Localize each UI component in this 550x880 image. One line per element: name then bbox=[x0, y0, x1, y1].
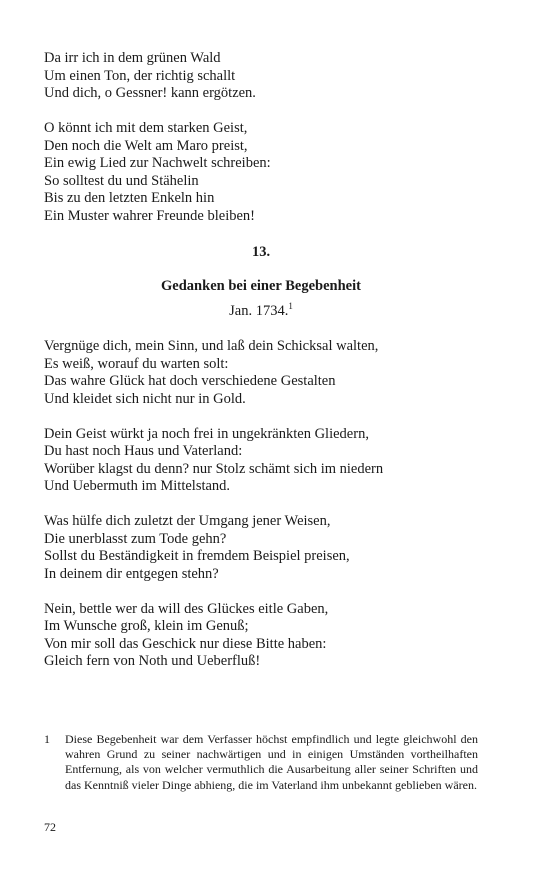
verse-line: O könnt ich mit dem starken Geist, bbox=[44, 120, 248, 136]
stanza bbox=[44, 601, 484, 671]
stanza bbox=[44, 338, 484, 408]
verse-line: So solltest du und Stähelin bbox=[44, 172, 199, 189]
footnote-marker: 1 bbox=[288, 301, 293, 312]
verse-line: Nein, bettle wer da will des Glückes eitle Gaben, bbox=[44, 600, 329, 617]
poem-date bbox=[44, 303, 478, 320]
footnote-text: Diese Begebenheit war dem Verfasser höchst empfindlich und legte gleichwohl den wahren Grund zu seiner nachwärtigen und in einigen Umständen vortheilhaften Entfernung, als von welcher vermuthlich die Ausarbeitung aller seiner Schriften und das Kenntniß vieler Dinge abhieng, die im Vaterland ihm unbekannt geblieben wären. bbox=[65, 732, 478, 792]
verse-line: Das wahre Glück hat doch verschiedene Gestalten bbox=[44, 373, 336, 389]
stanza bbox=[44, 513, 484, 583]
verse-line: Und dich, o Gessner! kann ergötzen. bbox=[44, 85, 256, 101]
verse-line: Sollst du Beständigkeit in fremdem Beispiel preisen, bbox=[44, 548, 350, 564]
poem-title: Gedanken bei einer Begebenheit bbox=[161, 278, 361, 294]
verse-line: Und Uebermuth im Mittelstand. bbox=[44, 478, 231, 494]
verse-line: Ein Muster wahrer Freunde bleiben! bbox=[44, 207, 255, 224]
verse-line: Die unerblasst zum Tode gehn? bbox=[44, 530, 227, 547]
verse-line: Im Wunsche groß, klein im Genuß; bbox=[44, 618, 249, 634]
verse-line: In deinem dir entgegen stehn? bbox=[44, 565, 219, 582]
poem-number: 13. bbox=[251, 244, 271, 260]
stanza bbox=[44, 426, 484, 496]
poem-continuation bbox=[44, 50, 484, 225]
poem-body bbox=[44, 338, 484, 671]
verse-line: Es weiß, worauf du warten solt: bbox=[44, 355, 229, 372]
poem-date-text: Jan. 1734. bbox=[229, 303, 289, 319]
verse-line: Da irr ich in dem grünen Wald bbox=[44, 50, 221, 66]
footnote-number: 1 bbox=[44, 732, 50, 746]
verse-line: Um einen Ton, der richtig schallt bbox=[44, 67, 236, 84]
verse-line: Was hülfe dich zuletzt der Umgang jener Weisen, bbox=[44, 513, 331, 529]
verse-line: Bis zu den letzten Enkeln hin bbox=[44, 190, 215, 206]
verse-line: Und kleidet sich nicht nur in Gold. bbox=[44, 390, 246, 407]
verse-line: Von mir soll das Geschick nur diese Bitte haben: bbox=[44, 635, 327, 652]
stanza bbox=[44, 120, 484, 225]
page-number: 72 bbox=[44, 820, 56, 834]
verse-line: Du hast noch Haus und Vaterland: bbox=[44, 443, 243, 459]
footnote bbox=[44, 732, 478, 793]
verse-line: Gleich fern von Noth und Ueberfluß! bbox=[44, 653, 261, 669]
verse-line: Worüber klagst du denn? nur Stolz schämt sich im niedern bbox=[44, 460, 384, 477]
verse-line: Ein ewig Lied zur Nachwelt schreiben: bbox=[44, 155, 271, 171]
verse-line: Vergnüge dich, mein Sinn, und laß dein Schicksal walten, bbox=[44, 338, 379, 354]
verse-line: Den noch die Welt am Maro preist, bbox=[44, 137, 248, 154]
stanza bbox=[44, 50, 484, 103]
verse-line: Dein Geist würkt ja noch frei in ungekränkten Gliedern, bbox=[44, 425, 369, 442]
